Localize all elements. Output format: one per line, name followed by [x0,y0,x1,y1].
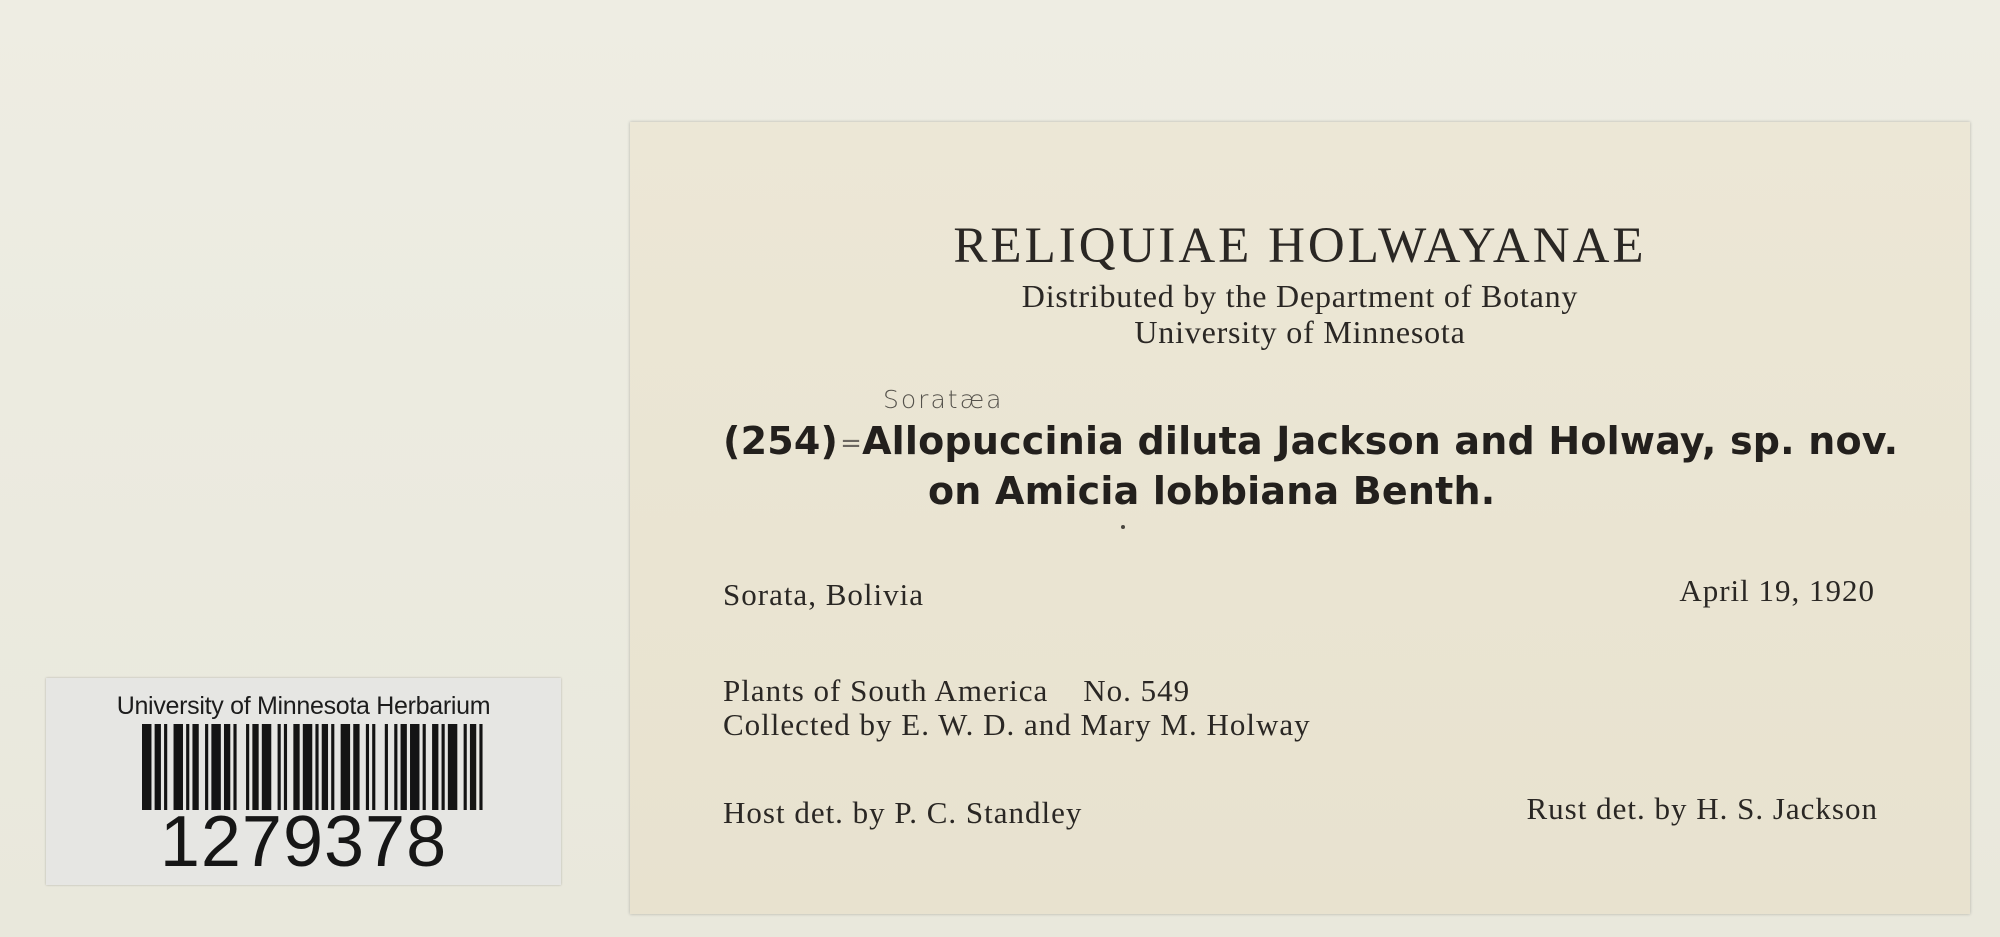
host-plant: on Amicia lobbiana Benth. [928,469,1496,513]
barcode-bar [192,724,198,810]
barcode-bar [322,724,328,810]
locality: Sorata, Bolivia [723,577,924,612]
barcode-bar [470,724,476,810]
barcode-bar [331,724,334,810]
barcode-bar [341,724,350,810]
barcode-bar [174,724,183,810]
barcode-bars [142,724,492,810]
collection-date: April 19, 1920 [1679,573,1875,608]
ink-dot [1121,525,1125,529]
barcode-bar [205,724,208,810]
barcode-bar [479,724,482,810]
barcode-bar [315,724,318,810]
barcode-bar [423,724,426,810]
barcode-bar [278,724,281,810]
annotation-mark: = [840,428,863,459]
barcode-bar [284,724,287,810]
series-number: Plants of South America No. 549 [723,673,1191,708]
barcode-bar [186,724,189,810]
specimen-label [630,122,1970,914]
barcode-bar [233,724,236,810]
barcode-bar [293,724,299,810]
distributed-by: Distributed by the Department of Botany [1021,278,1579,314]
barcode-bar [401,724,407,810]
barcode-bar [262,724,271,810]
barcode-bar [164,724,167,810]
barcode-bar [394,724,397,810]
collectors: Collected by E. W. D. and Mary M. Holway [723,707,1311,742]
barcode-bar [366,724,369,810]
host-determiner: Host det. by P. C. Standley [723,795,1083,830]
barcode-bar [224,724,230,810]
barcode-bar [252,724,258,810]
barcode-bar [448,724,457,810]
barcode-bar [432,724,438,810]
barcode-bar [410,724,419,810]
rust-determiner: Rust det. by H. S. Jackson [1526,791,1878,826]
barcode-label [46,678,561,885]
barcode-number: 1279378 [159,802,448,882]
barcode-bar [353,724,359,810]
barcode-bar [303,724,312,810]
barcode-bar [142,724,151,810]
barcode-bar [372,724,375,810]
barcode-bar [211,724,220,810]
label-title: RELIQUIAE HOLWAYANAE [953,218,1647,274]
barcode-bar [246,724,249,810]
barcode-bar [155,724,161,810]
species-name: Allopuccinia diluta Jackson and Holway, sp. nov. [862,419,1899,463]
barcode-bar [442,724,445,810]
handwritten-annotation: Soratæa [883,385,1004,414]
barcode-bar [464,724,467,810]
barcode-institution: University of Minnesota Herbarium [116,692,491,720]
barcode-bar [385,724,388,810]
species-line [723,419,1898,463]
specimen-number: (254) [723,419,839,463]
university-name: University of Minnesota [1134,314,1466,350]
